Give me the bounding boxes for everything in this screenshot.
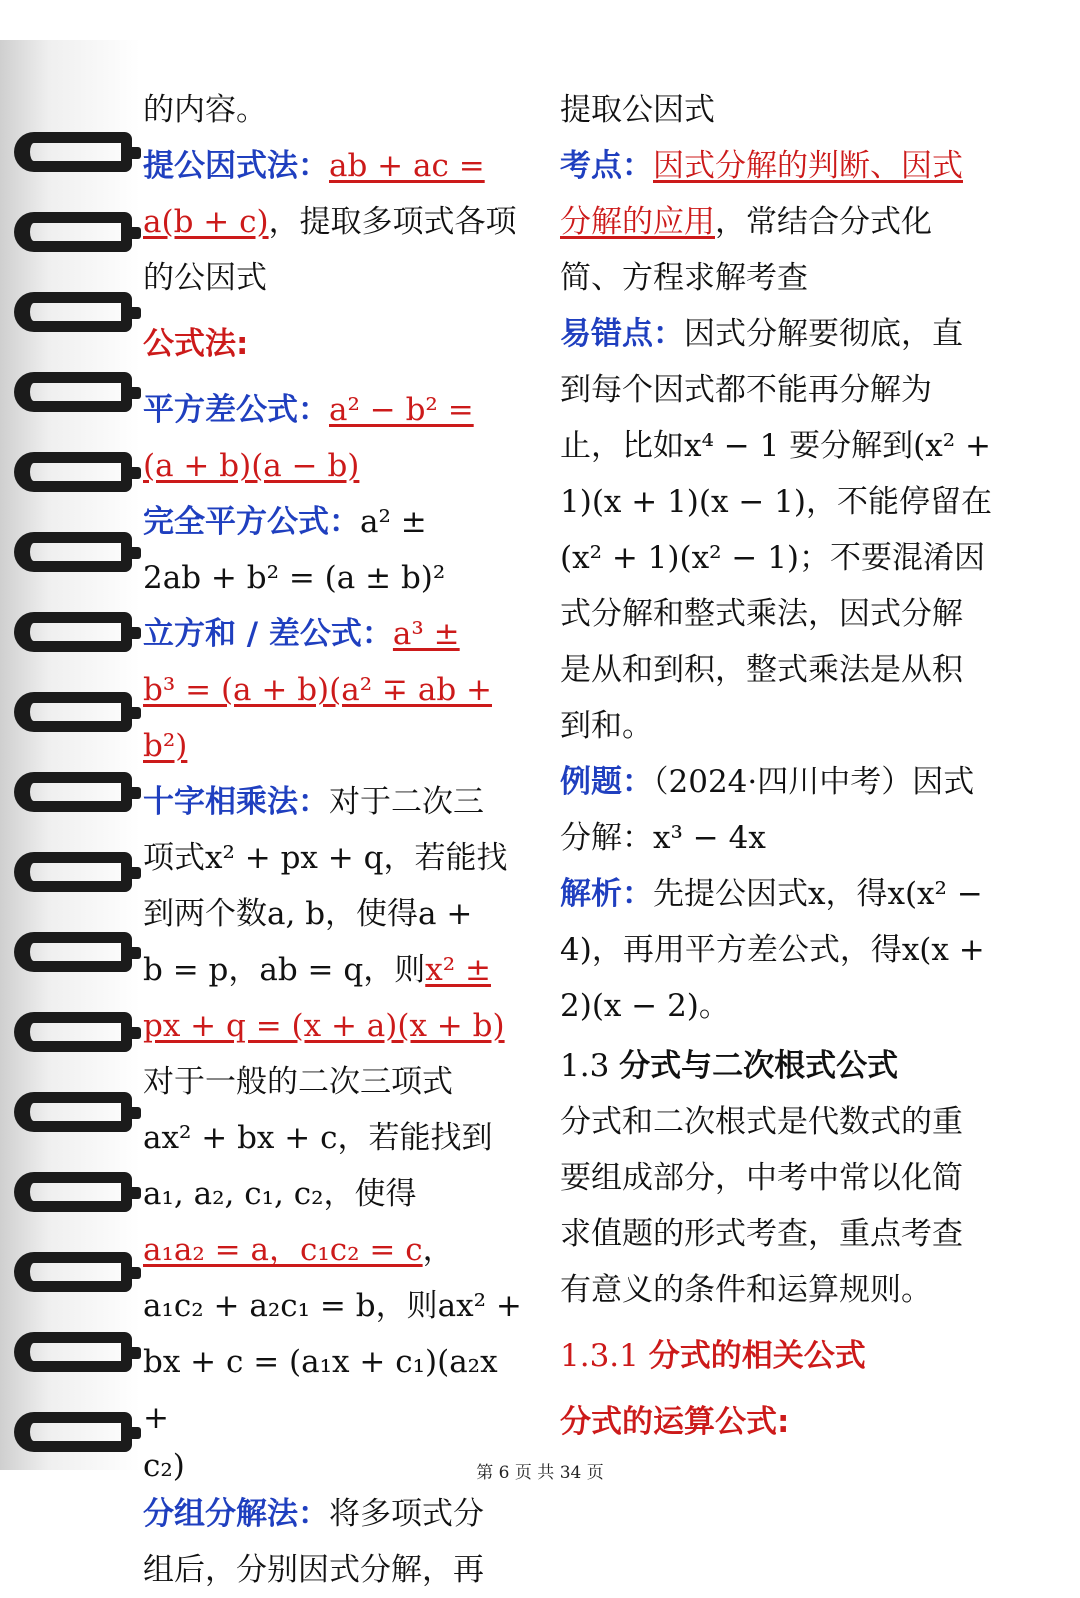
binding-ring — [14, 932, 132, 972]
label: 例题： — [560, 764, 653, 800]
diff-squares-line — [143, 382, 528, 438]
binding-ring — [14, 132, 132, 172]
math-line: 2ab + b² = (a ± b)² — [143, 560, 446, 596]
cross-multiply-line — [143, 774, 528, 830]
page-footer: 第 6 页 共 34 页 — [476, 1463, 604, 1483]
section-title: 分式与二次根式公式 — [619, 1048, 899, 1084]
text-line: 分解：x³ − 4x — [560, 820, 766, 856]
text-line: 提取公因式 — [560, 92, 715, 128]
text-line — [143, 1222, 528, 1278]
method-label: 完全平方公式： — [143, 504, 360, 540]
factor-common-line — [143, 138, 528, 194]
method-label: 分组分解法： — [143, 1496, 329, 1532]
text-line: 组后，分别因式分解，再 — [143, 1552, 484, 1588]
binding-ring — [14, 852, 132, 892]
text-line: ax² + bx + c，若能找到 — [143, 1120, 493, 1156]
formula: a(b + c) — [143, 204, 269, 240]
binding-ring — [14, 612, 132, 652]
binding-ring — [14, 532, 132, 572]
binding-ring — [14, 1252, 132, 1292]
formula: a² − b² = — [329, 392, 474, 428]
label: 易错点： — [560, 316, 684, 352]
formula: b³ = (a + b)(a² ∓ ab + b²) — [143, 672, 492, 764]
subsection-heading: 分式的运算公式: — [560, 1404, 790, 1440]
binding-ring — [14, 292, 132, 332]
formula: (a + b)(a − b) — [143, 448, 360, 484]
section-heading: 公式法: — [143, 326, 249, 362]
left-column — [143, 82, 528, 1598]
highlight: 分解的应用 — [560, 204, 715, 240]
text-line — [560, 194, 1000, 250]
binding-ring — [14, 372, 132, 412]
text-line: 求值题的形式考查，重点考查 — [560, 1216, 963, 1252]
text: b = p，ab = q，则 — [143, 952, 426, 988]
text: 因式分解要彻底，直 — [684, 316, 963, 352]
text: 对于二次三 — [329, 784, 484, 820]
text-line: 到每个因式都不能再分解为 — [560, 372, 932, 408]
method-label: 平方差公式： — [143, 392, 329, 428]
text-line — [143, 194, 528, 250]
text-line: 2)(x − 2)。 — [560, 988, 730, 1024]
section-number: 1.3 — [560, 1048, 610, 1084]
math: a² ± — [360, 504, 427, 540]
text-line: 有意义的条件和运算规则。 — [560, 1272, 932, 1308]
spiral-binding — [0, 40, 140, 1470]
text: 先提公因式x，得x(x² − — [653, 876, 983, 912]
text-line: c₂) — [143, 1448, 185, 1484]
text-line: 的公因式 — [143, 260, 267, 296]
text-line: 4)，再用平方差公式，得x(x + — [560, 932, 985, 968]
text-line: a₁c₂ + a₂c₁ = b，则ax² + — [143, 1288, 522, 1324]
text-line — [143, 942, 528, 998]
text-line: a₁, a₂, c₁, c₂，使得 — [143, 1176, 417, 1212]
formula: ab + ac = — [329, 148, 485, 184]
label: 解析： — [560, 876, 653, 912]
binding-ring — [14, 212, 132, 252]
formula: a₁a₂ = a，c₁c₂ = c — [143, 1232, 423, 1268]
binding-ring — [14, 1172, 132, 1212]
text-line: 的内容。 — [143, 92, 267, 128]
formula: a³ ± — [392, 616, 460, 652]
cubes-line — [143, 606, 528, 662]
text-line: bx + c = (a₁x + c₁)(a₂x + — [143, 1344, 498, 1436]
text-line: 要组成部分，中考中常以化简 — [560, 1160, 963, 1196]
formula: x² ± — [425, 952, 491, 988]
text-line: 简、方程求解考查 — [560, 260, 808, 296]
text-line: 止，比如x⁴ − 1 要分解到(x² + — [560, 428, 992, 464]
text-line: 到两个数a, b，使得a + — [143, 896, 473, 932]
text: ， — [422, 1232, 454, 1268]
grouping-line — [143, 1486, 528, 1542]
text-line: 到和。 — [560, 708, 653, 744]
right-column — [560, 82, 1000, 1450]
text-line: 1)(x + 1)(x − 1)，不能停留在 — [560, 484, 992, 520]
error-point-line — [560, 306, 1000, 362]
section-heading-1-3 — [560, 1038, 1000, 1094]
text-line: 式分解和整式乘法，因式分解 — [560, 596, 963, 632]
perfect-square-line — [143, 494, 528, 550]
text-line: 项式x² + px + q，若能找 — [143, 840, 508, 876]
binding-ring — [14, 1332, 132, 1372]
binding-ring — [14, 1092, 132, 1132]
example-line — [560, 754, 1000, 810]
highlight: 因式分解的判断、因式 — [653, 148, 963, 184]
section-heading-1-3-1 — [560, 1328, 1000, 1384]
solution-line — [560, 866, 1000, 922]
text: （2024·四川中考）因式 — [653, 764, 975, 800]
section-title: 分式的相关公式 — [648, 1338, 866, 1374]
text-line: (x² + 1)(x² − 1)；不要混淆因 — [560, 540, 986, 576]
text-line: 分式和二次根式是代数式的重 — [560, 1104, 963, 1140]
method-label: 十字相乘法： — [143, 784, 329, 820]
label: 考点： — [560, 148, 653, 184]
text: 将多项式分 — [329, 1496, 484, 1532]
text-line: 对于一般的二次三项式 — [143, 1064, 453, 1100]
text-line: 是从和到积，整式乘法是从积 — [560, 652, 963, 688]
text: ，提取多项式各项 — [268, 204, 517, 240]
binding-ring — [14, 452, 132, 492]
section-number: 1.3.1 — [560, 1338, 639, 1374]
binding-ring — [14, 772, 132, 812]
method-label: 提公因式法： — [143, 148, 329, 184]
exam-point-line — [560, 138, 1000, 194]
binding-ring — [14, 1012, 132, 1052]
binding-ring — [14, 692, 132, 732]
method-label: 立方和 / 差公式： — [143, 616, 393, 652]
text: ，常结合分式化 — [715, 204, 932, 240]
formula: px + q = (x + a)(x + b) — [143, 1008, 505, 1044]
binding-ring — [14, 1412, 132, 1452]
